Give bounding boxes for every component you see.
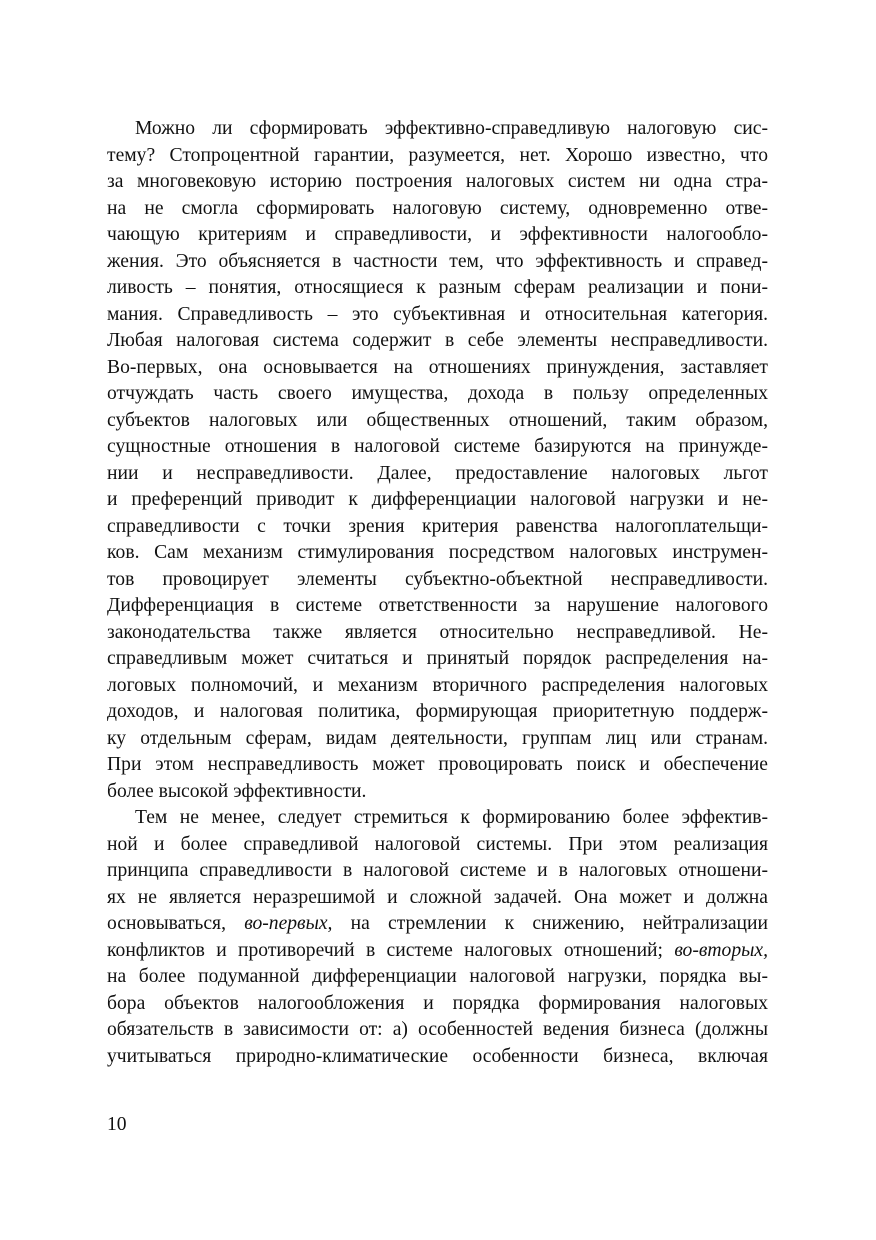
text-line: справедливости с точки зрения критерия равенства налогоплательщи- bbox=[107, 515, 768, 537]
text-line: ливость – понятия, относящиеся к разным сферам реализации и пони- bbox=[107, 277, 768, 298]
text-line: на более подуманной дифференциации налоговой нагрузки, порядка вы- bbox=[107, 966, 768, 987]
text-line: принципа справедливости в налоговой системе и в налоговых отношени- bbox=[107, 860, 768, 881]
text-line bbox=[107, 938, 768, 965]
text-segment: на стремлении к снижению, нейтрализации bbox=[332, 913, 769, 934]
text-line: отчуждать часть своего имущества, дохода в пользу определенных bbox=[107, 383, 768, 404]
text-line: бора объектов налогообложения и порядка формирования налоговых bbox=[107, 992, 768, 1014]
text-line: на не смогла сформировать налоговую систему, одновременно отве- bbox=[107, 197, 768, 219]
italic-emphasis: во-первых, bbox=[244, 913, 333, 934]
page-number: 10 bbox=[107, 1114, 127, 1135]
text-line: ков. Сам механизм стимулирования посредством налоговых инструмен- bbox=[107, 542, 768, 563]
text-line: нии и несправедливости. Далее, предоставление налоговых льгот bbox=[107, 462, 768, 484]
paragraph-2 bbox=[107, 805, 768, 1070]
body-text bbox=[107, 116, 768, 1070]
text-line: тему? Стопроцентной гарантии, разумеется, нет. Хорошо известно, что bbox=[107, 144, 768, 166]
paragraph-1 bbox=[107, 116, 768, 805]
text-line: Во-первых, она основывается на отношениях принуждения, заставляет bbox=[107, 356, 768, 378]
text-line: чающую критериям и справедливости, и эффективности налогообло- bbox=[107, 224, 768, 245]
text-line: ку отдельным сферам, видам деятельности, группам лиц или странам. bbox=[107, 727, 768, 749]
text-line: субъектов налоговых или общественных отношений, таким образом, bbox=[107, 409, 768, 431]
text-segment: основываться, bbox=[107, 913, 245, 934]
text-line: жения. Это объясняется в частности тем, что эффективность и справед- bbox=[107, 250, 768, 272]
text-line: логовых полномочий, и механизм вторичного распределения налоговых bbox=[107, 674, 768, 696]
text-line: тов провоцирует элементы субъектно-объектной несправедливости. bbox=[107, 568, 768, 590]
text-line: справедливым может считаться и принятый порядок распределения на- bbox=[107, 648, 768, 669]
text-line: При этом несправедливость может провоцировать поиск и обеспечение bbox=[107, 754, 768, 775]
text-line bbox=[107, 911, 768, 938]
text-line: обязательств в зависимости от: а) особенностей ведения бизнеса (должны bbox=[107, 1019, 768, 1040]
text-line: за многовековую историю построения налоговых систем ни одна стра- bbox=[107, 171, 768, 192]
text-line: Любая налоговая система содержит в себе элементы несправедливости. bbox=[107, 330, 768, 351]
text-line: ях не является неразрешимой и сложной задачей. Она может и должна bbox=[107, 886, 768, 908]
text-line: учитываться природно-климатические особенности бизнеса, включая bbox=[107, 1045, 768, 1067]
text-line: и преференций приводит к дифференциации налоговой нагрузки и не- bbox=[107, 489, 768, 510]
text-segment: конфликтов и противоречий в системе налоговых отношений; bbox=[107, 939, 675, 961]
text-line: ной и более справедливой налоговой системы. При этом реализация bbox=[107, 833, 768, 855]
text-line: доходов, и налоговая политика, формирующая приоритетную поддерж- bbox=[107, 701, 768, 722]
text-line: Можно ли сформировать эффективно-справедливую налоговую сис- bbox=[135, 118, 768, 139]
text-line: Тем не менее, следует стремиться к формированию более эффектив- bbox=[135, 807, 768, 828]
text-line: сущностные отношения в налоговой системе базируются на принужде- bbox=[107, 436, 768, 457]
text-line: мания. Справедливость – это субъективная и относительная категория. bbox=[107, 303, 768, 325]
text-line: Дифференциация в системе ответственности за нарушение налогового bbox=[107, 595, 768, 616]
text-line: законодательства также является относительно несправедливой. Не- bbox=[107, 621, 768, 643]
text-line: более высокой эффективности. bbox=[107, 780, 367, 802]
italic-emphasis: во-вторых, bbox=[674, 939, 768, 961]
